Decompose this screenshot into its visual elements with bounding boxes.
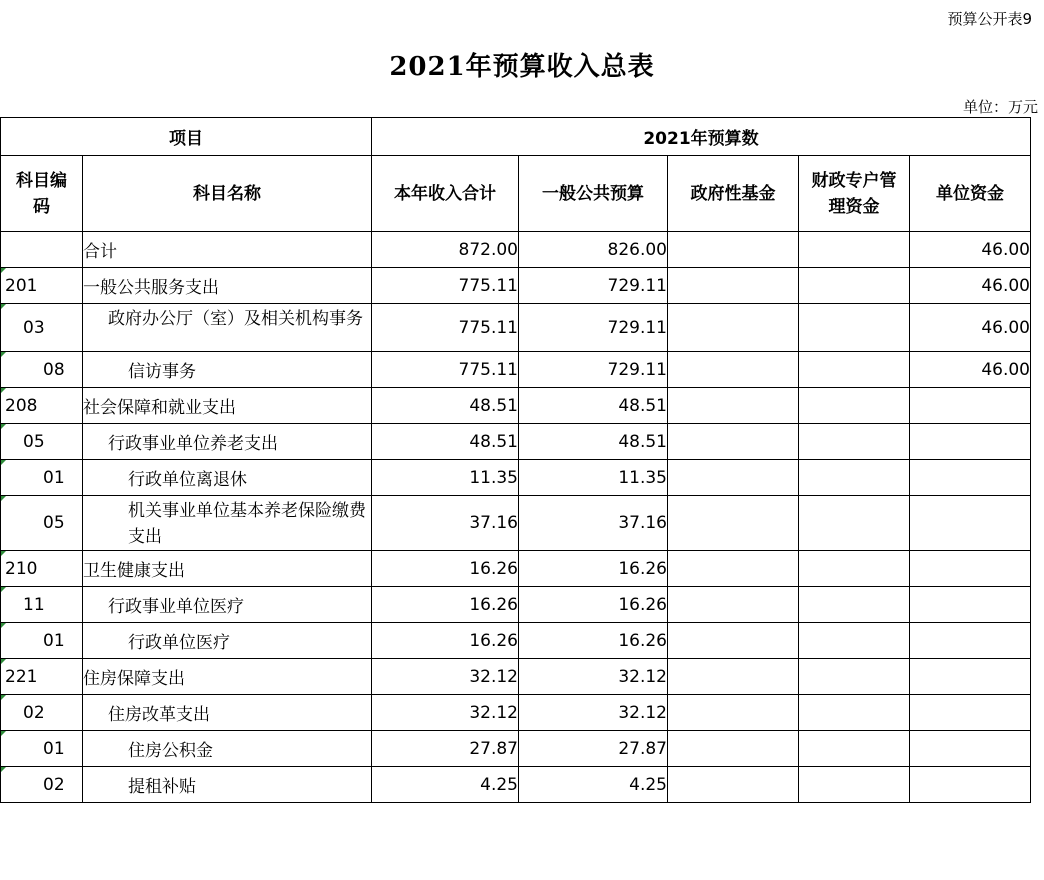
row-name: 行政事业单位医疗 bbox=[83, 587, 372, 623]
row-general: 32.12 bbox=[519, 695, 668, 731]
row-unit: 46.00 bbox=[910, 352, 1031, 388]
row-special bbox=[799, 268, 910, 304]
row-name: 行政单位医疗 bbox=[83, 623, 372, 659]
row-general: 16.26 bbox=[519, 551, 668, 587]
header-general-budget: 一般公共预算 bbox=[519, 156, 668, 232]
row-total: 775.11 bbox=[372, 304, 519, 352]
row-gov bbox=[668, 623, 799, 659]
row-code: 01 bbox=[43, 738, 65, 759]
table-row bbox=[1, 496, 1031, 551]
row-code bbox=[1, 232, 83, 268]
row-special bbox=[799, 460, 910, 496]
row-special bbox=[799, 352, 910, 388]
row-code-cell bbox=[1, 659, 83, 695]
row-code: 05 bbox=[23, 431, 45, 452]
cell-marker-icon bbox=[1, 767, 6, 772]
row-special bbox=[799, 731, 910, 767]
table-row bbox=[1, 551, 1031, 587]
cell-marker-icon bbox=[1, 388, 6, 393]
row-name: 一般公共服务支出 bbox=[83, 268, 372, 304]
row-unit bbox=[910, 623, 1031, 659]
row-total: 16.26 bbox=[372, 587, 519, 623]
row-total: 16.26 bbox=[372, 551, 519, 587]
cell-marker-icon bbox=[1, 352, 6, 357]
table-row bbox=[1, 268, 1031, 304]
row-gov bbox=[668, 587, 799, 623]
row-code-cell bbox=[1, 623, 83, 659]
row-gov bbox=[668, 731, 799, 767]
row-unit: 46.00 bbox=[910, 268, 1031, 304]
row-name: 行政单位离退休 bbox=[83, 460, 372, 496]
row-total: 37.16 bbox=[372, 496, 519, 551]
row-gov bbox=[668, 352, 799, 388]
row-unit bbox=[910, 731, 1031, 767]
row-code-cell bbox=[1, 460, 83, 496]
table-number-note: 预算公开表9 bbox=[947, 10, 1032, 28]
row-gov bbox=[668, 695, 799, 731]
row-unit bbox=[910, 388, 1031, 424]
header-project: 项目 bbox=[1, 118, 372, 156]
row-name: 提租补贴 bbox=[83, 767, 372, 803]
header-total-income: 本年收入合计 bbox=[372, 156, 519, 232]
row-name: 行政事业单位养老支出 bbox=[83, 424, 372, 460]
row-general: 48.51 bbox=[519, 424, 668, 460]
table-row bbox=[1, 352, 1031, 388]
row-general: 826.00 bbox=[519, 232, 668, 268]
unit-label: 单位：万元 bbox=[962, 98, 1038, 116]
row-code: 11 bbox=[23, 594, 45, 615]
row-general: 27.87 bbox=[519, 731, 668, 767]
row-code: 208 bbox=[5, 395, 38, 416]
row-code: 02 bbox=[43, 774, 65, 795]
row-total: 11.35 bbox=[372, 460, 519, 496]
table-row bbox=[1, 424, 1031, 460]
row-unit bbox=[910, 587, 1031, 623]
table-row bbox=[1, 695, 1031, 731]
row-special bbox=[799, 587, 910, 623]
row-general: 48.51 bbox=[519, 388, 668, 424]
row-code-cell bbox=[1, 424, 83, 460]
row-total: 32.12 bbox=[372, 695, 519, 731]
row-gov bbox=[668, 460, 799, 496]
row-code: 03 bbox=[23, 317, 45, 338]
row-name: 社会保障和就业支出 bbox=[83, 388, 372, 424]
row-special bbox=[799, 623, 910, 659]
row-name: 政府办公厅（室）及相关机构事务 bbox=[83, 304, 372, 352]
row-code-cell bbox=[1, 695, 83, 731]
table-row bbox=[1, 767, 1031, 803]
row-unit bbox=[910, 496, 1031, 551]
row-general: 729.11 bbox=[519, 304, 668, 352]
row-total: 48.51 bbox=[372, 424, 519, 460]
header-budget-group: 2021年预算数 bbox=[372, 118, 1031, 156]
row-unit bbox=[910, 424, 1031, 460]
row-name: 住房公积金 bbox=[83, 731, 372, 767]
row-general: 16.26 bbox=[519, 623, 668, 659]
row-name: 信访事务 bbox=[83, 352, 372, 388]
header-code: 科目编码 bbox=[1, 156, 83, 232]
row-name: 住房保障支出 bbox=[83, 659, 372, 695]
row-code-cell bbox=[1, 587, 83, 623]
row-general: 37.16 bbox=[519, 496, 668, 551]
row-gov bbox=[668, 424, 799, 460]
row-code: 01 bbox=[43, 467, 65, 488]
row-gov bbox=[668, 232, 799, 268]
row-code: 201 bbox=[5, 275, 38, 296]
cell-marker-icon bbox=[1, 623, 6, 628]
row-total: 48.51 bbox=[372, 388, 519, 424]
table-row bbox=[1, 388, 1031, 424]
row-name: 卫生健康支出 bbox=[83, 551, 372, 587]
header-name: 科目名称 bbox=[83, 156, 372, 232]
row-unit bbox=[910, 767, 1031, 803]
row-code: 08 bbox=[43, 359, 65, 380]
table-row bbox=[1, 232, 1031, 268]
row-gov bbox=[668, 767, 799, 803]
row-unit bbox=[910, 695, 1031, 731]
row-gov bbox=[668, 268, 799, 304]
row-code-cell bbox=[1, 767, 83, 803]
table-row bbox=[1, 731, 1031, 767]
row-code: 210 bbox=[5, 558, 38, 579]
row-special bbox=[799, 695, 910, 731]
cell-marker-icon bbox=[1, 268, 6, 273]
row-code-cell bbox=[1, 496, 83, 551]
row-unit: 46.00 bbox=[910, 304, 1031, 352]
row-code-cell bbox=[1, 268, 83, 304]
row-special bbox=[799, 388, 910, 424]
row-special bbox=[799, 767, 910, 803]
table-row bbox=[1, 659, 1031, 695]
row-special bbox=[799, 232, 910, 268]
row-code: 01 bbox=[43, 630, 65, 651]
table-row bbox=[1, 304, 1031, 352]
row-unit bbox=[910, 659, 1031, 695]
row-name: 机关事业单位基本养老保险缴费支出 bbox=[83, 496, 372, 551]
row-code: 05 bbox=[43, 513, 65, 533]
header-row-top bbox=[1, 118, 1031, 156]
cell-marker-icon bbox=[1, 731, 6, 736]
cell-marker-icon bbox=[1, 695, 6, 700]
row-total: 4.25 bbox=[372, 767, 519, 803]
row-name: 住房改革支出 bbox=[83, 695, 372, 731]
cell-marker-icon bbox=[1, 424, 6, 429]
row-gov bbox=[668, 659, 799, 695]
row-total: 27.87 bbox=[372, 731, 519, 767]
cell-marker-icon bbox=[1, 659, 6, 664]
row-general: 729.11 bbox=[519, 268, 668, 304]
cell-marker-icon bbox=[1, 460, 6, 465]
row-unit bbox=[910, 551, 1031, 587]
row-total: 775.11 bbox=[372, 268, 519, 304]
row-unit bbox=[910, 460, 1031, 496]
row-code-cell bbox=[1, 551, 83, 587]
row-special bbox=[799, 551, 910, 587]
page-title: 2021年预算收入总表 bbox=[389, 52, 655, 82]
header-special-fund: 财政专户管理资金 bbox=[799, 156, 910, 232]
row-unit: 46.00 bbox=[910, 232, 1031, 268]
budget-income-table bbox=[0, 117, 1031, 803]
row-code-cell bbox=[1, 304, 83, 352]
header-unit-fund: 单位资金 bbox=[910, 156, 1031, 232]
row-total: 32.12 bbox=[372, 659, 519, 695]
header-gov-fund: 政府性基金 bbox=[668, 156, 799, 232]
row-general: 4.25 bbox=[519, 767, 668, 803]
row-gov bbox=[668, 388, 799, 424]
row-gov bbox=[668, 551, 799, 587]
row-general: 11.35 bbox=[519, 460, 668, 496]
cell-marker-icon bbox=[1, 587, 6, 592]
cell-marker-icon bbox=[1, 551, 6, 556]
row-special bbox=[799, 424, 910, 460]
row-special bbox=[799, 304, 910, 352]
row-code: 02 bbox=[23, 702, 45, 723]
row-code-cell bbox=[1, 388, 83, 424]
table-row bbox=[1, 460, 1031, 496]
row-general: 32.12 bbox=[519, 659, 668, 695]
cell-marker-icon bbox=[1, 304, 6, 309]
header-row-columns bbox=[1, 156, 1031, 232]
row-total: 775.11 bbox=[372, 352, 519, 388]
row-general: 16.26 bbox=[519, 587, 668, 623]
cell-marker-icon bbox=[1, 496, 6, 501]
row-general: 729.11 bbox=[519, 352, 668, 388]
row-code-cell bbox=[1, 352, 83, 388]
row-total: 16.26 bbox=[372, 623, 519, 659]
row-gov bbox=[668, 496, 799, 551]
row-code-cell bbox=[1, 731, 83, 767]
row-name: 合计 bbox=[83, 232, 372, 268]
row-special bbox=[799, 496, 910, 551]
row-total: 872.00 bbox=[372, 232, 519, 268]
table-row bbox=[1, 587, 1031, 623]
row-code: 221 bbox=[5, 666, 38, 687]
table-row bbox=[1, 623, 1031, 659]
row-gov bbox=[668, 304, 799, 352]
row-special bbox=[799, 659, 910, 695]
